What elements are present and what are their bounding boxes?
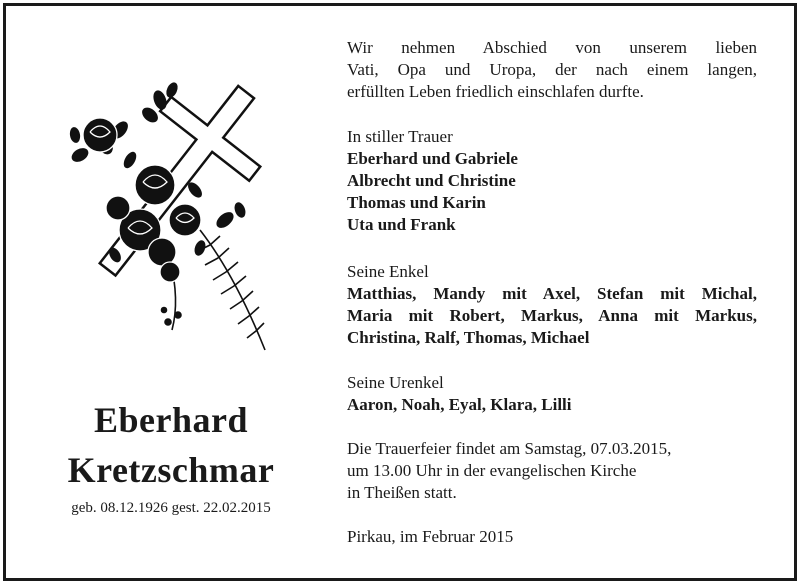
mourners-heading: In stiller Trauer xyxy=(347,127,453,146)
intro-paragraph xyxy=(347,37,757,103)
great-grandchildren-names: Aaron, Noah, Eyal, Klara, Lilli xyxy=(347,395,572,414)
great-grandchildren-section xyxy=(347,372,757,416)
funeral-line: um 13.00 Uhr in der evangelischen Kirche xyxy=(347,461,637,480)
grandchildren-heading: Seine Enkel xyxy=(347,262,429,281)
mourner-name: Albrecht und Christine xyxy=(347,171,516,190)
life-dates: geb. 08.12.1926 gest. 22.02.2015 xyxy=(71,500,271,516)
intro-line: Vati, Opa und Uropa, der nach einem langen, xyxy=(347,60,757,79)
intro-line: erfüllten Leben friedlich einschlafen durfte. xyxy=(347,82,644,101)
grandchildren-line: Christina, Ralf, Thomas, Michael xyxy=(347,328,590,347)
cross-with-roses-icon xyxy=(60,60,290,360)
intro-line: Wir nehmen Abschied von unserem lieben xyxy=(347,38,757,57)
grandchildren-line: Maria mit Robert, Markus, Anna mit Markus, xyxy=(347,306,757,325)
grandchildren-line: Matthias, Mandy mit Axel, Stefan mit Michal, xyxy=(347,284,757,303)
funeral-line: in Theißen statt. xyxy=(347,483,457,502)
deceased-last-name: Kretzschmar xyxy=(67,450,275,490)
great-grandchildren-heading: Seine Urenkel xyxy=(347,373,444,392)
place-date: Pirkau, im Februar 2015 xyxy=(347,527,514,546)
mourner-name: Thomas und Karin xyxy=(347,193,486,212)
mourners-section xyxy=(347,126,757,236)
deceased-first-name: Eberhard xyxy=(93,400,248,440)
mourner-name: Uta und Frank xyxy=(347,215,456,234)
grandchildren-section xyxy=(347,261,757,349)
funeral-info xyxy=(347,438,757,504)
funeral-line: Die Trauerfeier findet am Samstag, 07.03.2015, xyxy=(347,439,672,458)
mourner-name: Eberhard und Gabriele xyxy=(347,149,518,168)
